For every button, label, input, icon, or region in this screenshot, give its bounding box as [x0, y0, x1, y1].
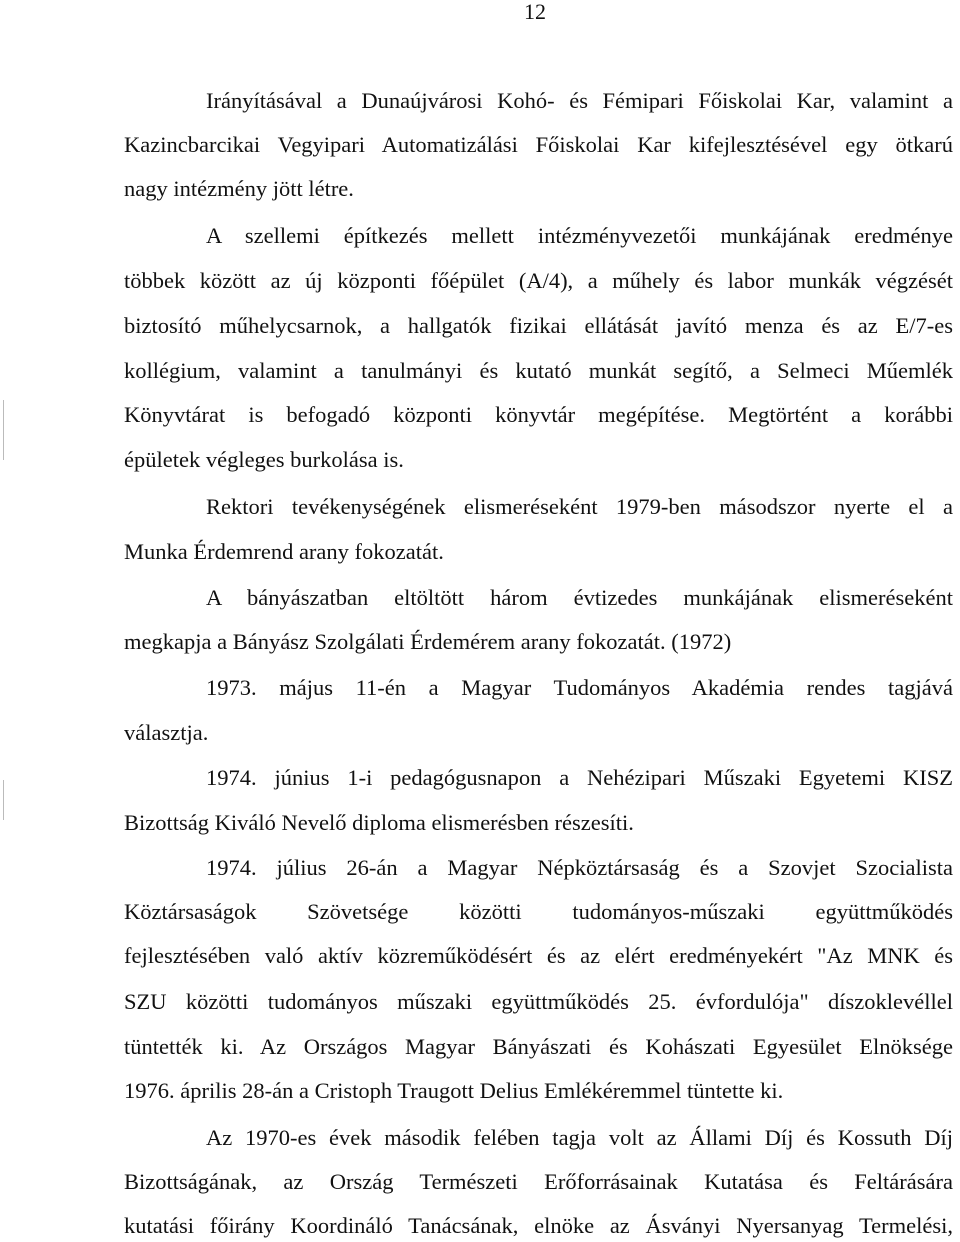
text-line: tüntették ki. Az Országos Magyar Bányászati és Kohászati Egyesület Elnöksége	[124, 1034, 953, 1059]
text-line: épületek végleges burkolása is.	[124, 447, 404, 472]
text-line: Irányításával a Dunaújvárosi Kohó- és Fémipari Főiskolai Kar, valamint a	[206, 88, 953, 113]
text-line: 1976. április 28-án a Cristoph Traugott Delius Emlékéremmel tüntette ki.	[124, 1078, 784, 1103]
text-line: 1974. július 26-án a Magyar Népköztársaság és a Szovjet Szocialista	[206, 855, 953, 880]
text-line: többek között az új központi főépület (A/4), a műhely és labor munkák végzését	[124, 268, 953, 293]
margin-mark	[3, 400, 4, 460]
text-line: Kazincbarcikai Vegyipari Automatizálási Főiskolai Kar kifejlesztésével egy ötkarú	[124, 132, 953, 157]
text-line: kollégium, valamint a tanulmányi és kutató munkát segítő, a Selmeci Műemlék	[124, 358, 953, 383]
text-line: nagy intézmény jött létre.	[124, 176, 354, 201]
text-line: kutatási főirány Koordináló Tanácsának, elnöke az Ásványi Nyersanyag Termelési,	[124, 1213, 953, 1238]
page-number: 12	[524, 0, 546, 24]
text-line: Az 1970-es évek második felében tagja volt az Állami Díj és Kossuth Díj	[206, 1125, 953, 1150]
text-line: Köztársaságok Szövetsége közötti tudományos-műszaki együttműködés	[124, 899, 953, 924]
margin-mark	[3, 780, 4, 820]
text-line: Bizottságának, az Ország Természeti Erőforrásainak Kutatása és Feltárására	[124, 1169, 953, 1194]
text-line: biztosító műhelycsarnok, a hallgatók fizikai ellátását javító menza és az E/7-es	[124, 313, 953, 338]
text-line: Munka Érdemrend arany fokozatát.	[124, 539, 444, 564]
text-line: A bányászatban eltöltött három évtizedes munkájának elismeréseként	[206, 585, 953, 610]
text-line: megkapja a Bányász Szolgálati Érdemérem arany fokozatát. (1972)	[124, 629, 732, 654]
text-line: SZU közötti tudományos műszaki együttműködés 25. évfordulója" díszoklevéllel	[124, 989, 953, 1014]
text-line: 1973. május 11-én a Magyar Tudományos Akadémia rendes tagjává	[206, 675, 953, 700]
text-line: 1974. június 1-i pedagógusnapon a Nehézipari Műszaki Egyetemi KISZ	[206, 765, 953, 790]
text-line: Könyvtárat is befogadó központi könyvtár megépítése. Megtörtént a korábbi	[124, 402, 953, 427]
text-line: A szellemi építkezés mellett intézményvezetői munkájának eredménye	[206, 223, 953, 248]
text-line: Bizottság Kiváló Nevelő diploma elismerésben részesíti.	[124, 810, 634, 835]
text-line: fejlesztésében való aktív közreműködésért és az elért eredményekért "Az MNK és	[124, 943, 953, 968]
text-line: választja.	[124, 720, 209, 745]
text-line: Rektori tevékenységének elismeréseként 1979-ben másodszor nyerte el a	[206, 494, 953, 519]
